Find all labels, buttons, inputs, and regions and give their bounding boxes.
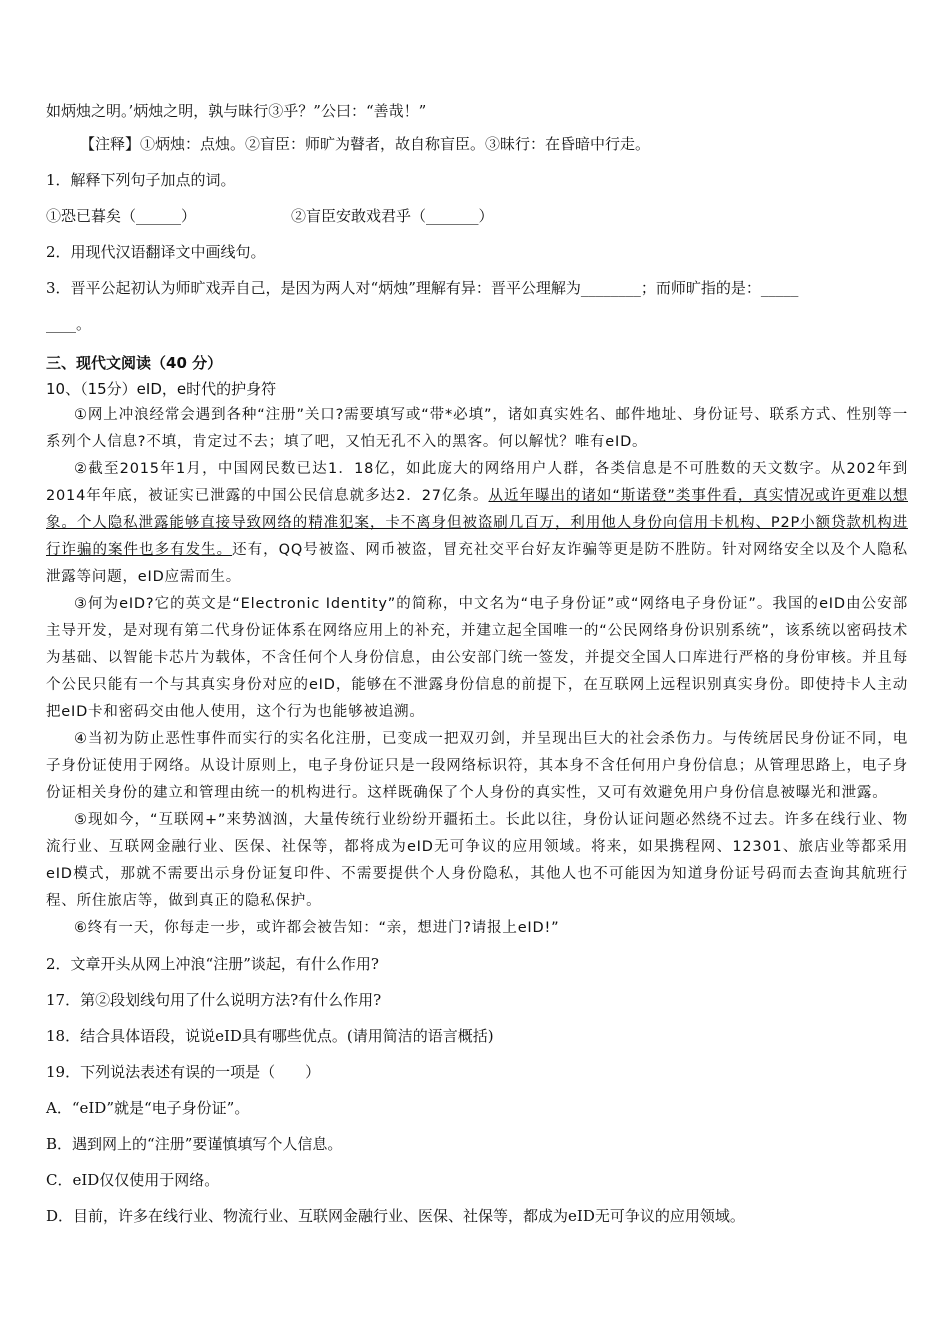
article-paragraph-1: ①网上冲浪经常会遇到各种“注册”关口?需要填写或“带*必填”，诸如真实姓名、邮件地址、身份证号、联系方式、性别等一系列个人信息?不填，肯定过不去；填了吧，又怕无孔不入的黑客。何以解忧？唯有eID。 bbox=[46, 407, 908, 450]
document-page bbox=[46, 96, 908, 1234]
article-paragraph-6: ⑥终有一天，你每走一步，或许都会被告知：“亲，想进门?请报上eID!” bbox=[74, 920, 560, 936]
article-paragraph-3: ③何为eID?它的英文是“Electronic Identity”的简称，中文名为“电子身份证”或“网络电子身份证”。我国的eID由公安部主导开发，是对现有第二代身份证体系在网络应用上的补充，并建立起全国唯一的“公民网络身份识别系统”，该系统以密码技术为基础、以智能卡芯片为载体，不含任何个人身份信息，由公安部门统一签发，并提交全国人口库进行严格的身份审核。并且每个公民只能有一个与其真实身份对应的eID，能够在不泄露身份信息的前提下，在互联网上远程识别真实身份。即使持卡人主动把eID卡和密码交由他人使用，这个行为也能够被追溯。 bbox=[46, 596, 908, 720]
article-paragraph-5: ⑤现如今，“互联网+”来势汹汹，大量传统行业纷纷开疆拓土。长此以往，身份认证问题必然绕不过去。许多在线行业、物流行业、互联网金融行业、医保、社保等，都将成为eID无可争议的应用领域。将来，如果携程网、12301、旅店业等都采用eID模式，那就不需要出示身份证复印件、不需要提供个人身份隐私，其他人也不可能因为知道身份证号码而去查询其航班行程、所住旅店等，做到真正的隐私保护。 bbox=[46, 812, 908, 909]
passage-line: 如炳烛之明。’炳烛之明，孰与昧行③乎？”公曰：“善哉！” bbox=[46, 102, 427, 120]
question-1-items bbox=[46, 198, 908, 234]
annotation-notes: 【注释】①炳烛：点烛。②盲臣：师旷为瞽者，故自称盲臣。③昧行：在昏暗中行走。 bbox=[80, 135, 651, 153]
question-1-item-b: ②盲臣安敢戏君乎（_______） bbox=[291, 207, 494, 225]
article-body bbox=[46, 402, 908, 942]
question-3: 3．晋平公起初认为师旷戏弄自己，是因为两人对“炳烛”理解有异：晋平公理解为________；而师旷指的是：_____ bbox=[46, 279, 799, 297]
question-2: 2．用现代汉语翻译文中画线句。 bbox=[46, 243, 266, 261]
option-a: A．“eID”就是“电子身份证”。 bbox=[46, 1099, 250, 1117]
option-c: C．eID仅仅使用于网络。 bbox=[46, 1171, 220, 1189]
question-3-continued: ____。 bbox=[46, 315, 92, 333]
article-title: 10、（15分）eID，e时代的护身符 bbox=[46, 380, 277, 398]
article-paragraph-2: ②截至2015年1月，中国网民数已达1．18亿，如此庞大的网络用户人群，各类信息是不可胜数的天文数字。从202年到2014年年底，被证实已泄露的中国公民信息就多达2．27亿条。从近年曝出的诸如“斯诺登”类事件看，真实情况或许更难以想象。个人隐私泄露能够直接导致网络的精准犯案，卡不离身但被盗刷几百万，利用他人身份向信用卡机构、P2P小额贷款机构进行诈骗的案件也多有发生。还有，QQ号被盗、网币被盗，冒充社交平台好友诈骗等更是防不胜防。针对网络安全以及个人隐私泄露等问题，eID应需而生。 bbox=[46, 461, 909, 585]
question-list bbox=[46, 946, 908, 1234]
question-19: 19．下列说法表述有误的一项是（ ） bbox=[46, 1063, 321, 1081]
option-b: B．遇到网上的“注册”要谨慎填写个人信息。 bbox=[46, 1135, 343, 1153]
question-1-item-a: ①恐已暮矣（______） bbox=[46, 207, 197, 225]
question-18: 18．结合具体语段，说说eID具有哪些优点。(请用简洁的语言概括) bbox=[46, 1027, 494, 1045]
article-paragraph-4: ④当初为防止恶性事件而实行的实名化注册，已变成一把双刃剑，并呈现出巨大的社会杀伤力。与传统居民身份证不同，电子身份证使用于网络。从设计原则上，电子身份证只是一段网络标识符，其本身不含任何用户身份信息；从管理思路上，电子身份证相关身份的建立和管理由统一的机构进行。这样既确保了个人身份的真实性，又可有效避免用户身份信息被曝光和泄露。 bbox=[46, 731, 908, 801]
question-2b: 2．文章开头从网上冲浪“注册”谈起，有什么作用? bbox=[46, 955, 379, 973]
question-17: 17．第②段划线句用了什么说明方法?有什么作用? bbox=[46, 991, 382, 1009]
section-heading: 三、现代文阅读（40 分） bbox=[46, 354, 223, 372]
underlined-sentence: 从近年曝出的诸如“斯诺登”类事件看，真实情况或许更难以想象。个人隐私泄露能够直接导致网络的精准犯案，卡不离身但被盗刷几百万，利用他人身份向信用卡机构、P2P小额贷款机构进行诈骗的案件也多有发生。 bbox=[46, 488, 909, 558]
option-d: D．目前，许多在线行业、物流行业、互联网金融行业、医保、社保等，都成为eID无可争议的应用领域。 bbox=[46, 1207, 745, 1225]
question-1: 1．解释下列句子加点的词。 bbox=[46, 171, 236, 189]
